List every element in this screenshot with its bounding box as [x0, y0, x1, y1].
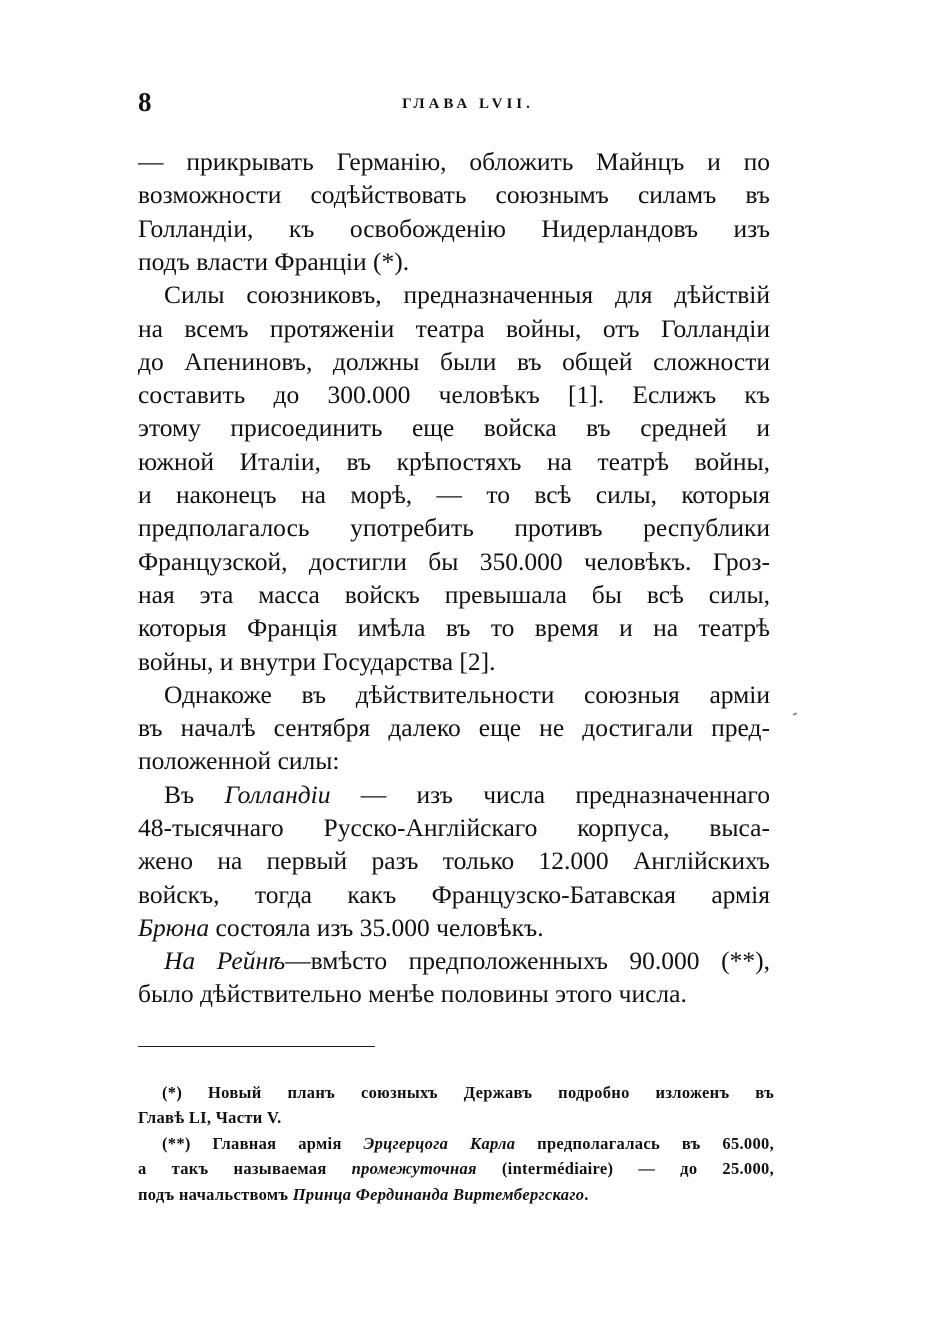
- text-segment: этому присоединить еще войска въ средней и: [138, 413, 770, 442]
- italic-text: Голландіи: [224, 780, 331, 809]
- text-line: [138, 280, 770, 310]
- text-segment: (*) Новый планъ союзныхъ Державъ подробно изложенъ въ: [162, 1083, 774, 1102]
- italic-text: промежуточная: [351, 1159, 477, 1178]
- text-segment: — изъ числа предназначеннаго: [330, 780, 770, 809]
- text-segment: —вмѣсто предположенныхъ 90.000 (**),: [285, 946, 770, 975]
- text-segment: предполагалось употребить противъ республики: [138, 513, 770, 542]
- italic-text: На Рейнѣ: [164, 946, 286, 975]
- footnote-line: [138, 1158, 774, 1180]
- text-segment: Силы союзниковъ, предназначенныя для дѣйствій: [164, 280, 770, 309]
- text-segment: предполагалась въ 65.000,: [515, 1134, 775, 1153]
- text-segment: Однакоже въ дѣйствительности союзныя арміи: [164, 680, 770, 709]
- text-line: [138, 946, 770, 976]
- text-segment: (intermédiaire) — до 25.000,: [476, 1159, 775, 1178]
- text-segment: Въ: [164, 780, 225, 809]
- text-line: [138, 413, 770, 443]
- italic-text: Брюна: [138, 913, 210, 942]
- text-segment: Главѣ LI, Части V.: [138, 1108, 282, 1127]
- text-line: [138, 780, 770, 810]
- footnote-line: [138, 1133, 774, 1155]
- text-line: [138, 680, 770, 710]
- italic-text: Эрцгерцога Карла: [363, 1134, 516, 1153]
- text-segment: 48-тысячнаго Русско-Англійскаго корпуса, выса-: [138, 813, 770, 842]
- footnote-line: [138, 1082, 774, 1104]
- text-line: [138, 580, 770, 610]
- text-line: [138, 746, 770, 776]
- text-segment: положенной силы:: [138, 746, 340, 775]
- text-line: [138, 513, 770, 543]
- text-line: [138, 447, 770, 477]
- text-line: [138, 480, 770, 510]
- text-segment: Голландіи, къ освобожденію Нидерландовъ изъ: [138, 214, 770, 243]
- text-line: [138, 214, 770, 244]
- text-segment: до Апениновъ, должны были въ общей сложности: [138, 347, 770, 376]
- text-segment: подъ начальствомъ: [138, 1185, 293, 1204]
- text-segment: было дѣйствительно менѣе половины этого числа.: [138, 979, 687, 1008]
- text-segment: (**) Главная армія: [162, 1134, 364, 1153]
- italic-text: Принца Фердинанда Виртембергскаго: [292, 1185, 585, 1204]
- text-line: [138, 380, 770, 410]
- text-segment: и наконецъ на морѣ, — то всѣ силы, которыя: [138, 480, 770, 509]
- scan-speck: [793, 712, 797, 716]
- text-line: [138, 347, 770, 377]
- text-line: [138, 813, 770, 843]
- text-segment: составить до 300.000 человѣкъ [1]. Еслижъ къ: [138, 380, 770, 409]
- running-title: ГЛАВА LVII.: [402, 96, 534, 112]
- text-line: [138, 547, 770, 577]
- text-segment: подъ власти Франціи (*).: [138, 247, 410, 276]
- footnote-line: [138, 1184, 774, 1206]
- text-segment: — прикрывать Германію, обложить Майнцъ и по: [138, 147, 770, 176]
- footnote-divider: [138, 1046, 375, 1047]
- text-segment: а такъ называемая: [138, 1159, 352, 1178]
- text-line: [138, 180, 770, 210]
- text-segment: въ началѣ сентября далеко еще не достигали пред-: [138, 713, 770, 742]
- text-segment: состояла изъ 35.000 человѣкъ.: [209, 913, 544, 942]
- text-segment: южной Италіи, въ крѣпостяхъ на театрѣ войны,: [138, 447, 770, 476]
- text-line: [138, 147, 770, 177]
- text-line: [138, 647, 770, 677]
- text-segment: войскъ, тогда какъ Французско-Батавская армія: [138, 880, 770, 909]
- text-segment: Французской, достигли бы 350.000 человѣкъ. Гроз-: [138, 547, 770, 576]
- text-segment: .: [584, 1185, 589, 1204]
- page-number: 8: [138, 87, 152, 117]
- text-segment: которыя Франція имѣла въ то время и на театрѣ: [138, 613, 770, 642]
- text-line: [138, 314, 770, 344]
- text-line: [138, 913, 770, 943]
- text-line: [138, 846, 770, 876]
- text-line: [138, 613, 770, 643]
- text-line: [138, 979, 770, 1009]
- text-segment: возможности содѣйствовать союзнымъ силамъ въ: [138, 180, 770, 209]
- text-segment: ная эта масса войскъ превышала бы всѣ силы,: [138, 580, 770, 609]
- text-line: [138, 880, 770, 910]
- text-line: [138, 247, 770, 277]
- text-segment: жено на первый разъ только 12.000 Англійскихъ: [138, 846, 770, 875]
- text-segment: на всемъ протяженіи театра войны, отъ Голландіи: [138, 314, 770, 343]
- footnote-line: [138, 1107, 774, 1129]
- text-line: [138, 713, 770, 743]
- text-segment: войны, и внутри Государства [2].: [138, 647, 496, 676]
